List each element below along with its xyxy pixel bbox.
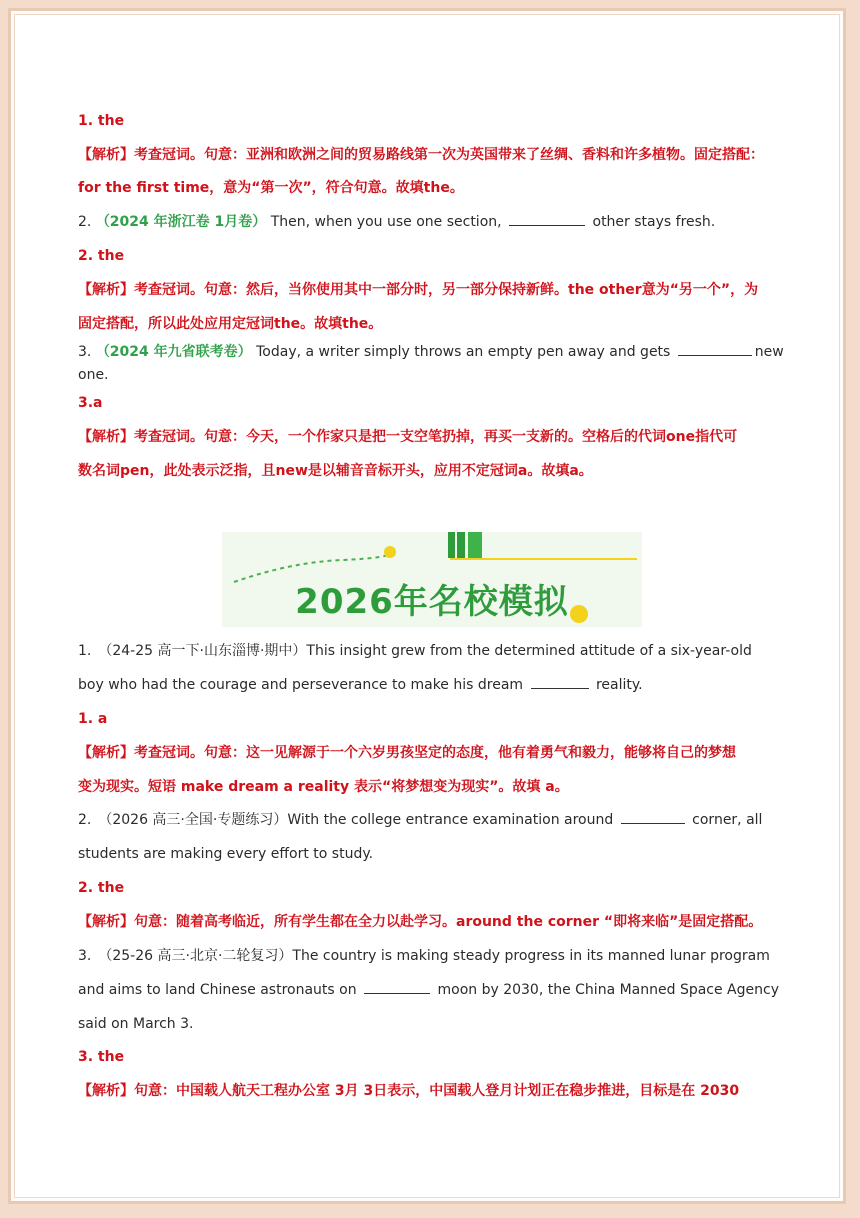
question-3 — [78, 341, 784, 363]
mock-explanation-1-line2: 变为现实。短语 make dream a reality 表示“将梦想变为现实”。故填 a。 — [78, 779, 569, 795]
question-3-line2: one. — [78, 367, 109, 383]
mock-question-1-line1: 1. （24-25 高一下·山东淄博·期中）This insight grew from the determined attitude of a six-year-old — [78, 643, 752, 659]
question-text: other stays fresh. — [592, 214, 716, 230]
banner-title: 2026年名校模拟 — [295, 582, 569, 622]
question-text: corner, all — [692, 812, 763, 828]
question-2 — [78, 211, 715, 233]
explanation-1-line1: 【解析】考查冠词。句意：亚洲和欧洲之间的贸易路线第一次为英国带来了丝绸、香料和许多植物。固定搭配： — [78, 147, 764, 163]
section-banner — [222, 532, 642, 627]
mock-question-3-line1: 3. （25-26 高三·北京·二轮复习）The country is making steady progress in its manned lunar program — [78, 948, 770, 964]
question-source: （2024 年浙江卷 1月卷） — [95, 214, 267, 230]
mock-answer-3: 3. the — [78, 1049, 125, 1065]
answer-1: 1. the — [78, 113, 125, 129]
explanation-1-line2: for the first time，意为“第一次”，符合句意。故填the。 — [78, 180, 464, 196]
explanation-2-line1: 【解析】考查冠词。句意：然后，当你使用其中一部分时，另一部分保持新鲜。the other意为“另一个”，为 — [78, 282, 759, 298]
answer-3: 3.a — [78, 395, 103, 411]
mock-question-2-line1 — [78, 809, 762, 831]
question-text: Then, when you use one section, — [270, 214, 502, 230]
mock-question-2-line2: students are making every effort to study. — [78, 846, 374, 862]
question-text: 2. （2026 高三·全国·专题练习）With the college entrance examination around — [78, 812, 614, 828]
yellow-dot-icon — [384, 546, 396, 558]
answer-blank — [621, 809, 685, 824]
answer-blank — [531, 674, 589, 689]
mock-question-1-line2 — [78, 674, 643, 696]
question-source: （2024 年九省联考卷） — [95, 344, 252, 360]
book-icon — [448, 532, 455, 558]
question-number: 2. — [78, 214, 92, 230]
question-text: boy who had the courage and perseverance to make his dream — [78, 677, 524, 693]
answer-blank — [509, 211, 585, 226]
mock-question-3-line3: said on March 3. — [78, 1016, 194, 1032]
explanation-2-line2: 固定搭配，所以此处应用定冠词the。故填the。 — [78, 316, 383, 332]
explanation-3-line1: 【解析】考查冠词。句意：今天，一个作家只是把一支空笔扔掉，再买一支新的。空格后的代词one指代可 — [78, 429, 738, 445]
mock-answer-1: 1. a — [78, 711, 108, 727]
mock-answer-2: 2. the — [78, 880, 125, 896]
question-text: reality. — [595, 677, 643, 693]
answer-blank — [678, 341, 752, 356]
answer-2: 2. the — [78, 248, 125, 264]
question-text: moon by 2030, the China Manned Space Agency — [437, 982, 779, 998]
mock-explanation-2: 【解析】句意：随着高考临近，所有学生都在全力以赴学习。around the corner “即将来临”是固定搭配。 — [78, 914, 763, 930]
question-number: 3. — [78, 344, 92, 360]
question-text: and aims to land Chinese astronauts on — [78, 982, 357, 998]
answer-blank — [364, 979, 430, 994]
question-text: new — [754, 344, 784, 360]
question-text: Today, a writer simply throws an empty pen away and gets — [256, 344, 671, 360]
mock-question-3-line2 — [78, 979, 779, 1001]
explanation-3-line2: 数名词pen，此处表示泛指，且new是以辅音音标开头，应用不定冠词a。故填a。 — [78, 463, 593, 479]
mock-explanation-1-line1: 【解析】考查冠词。句意：这一见解源于一个六岁男孩坚定的态度，他有着勇气和毅力，能够将自己的梦想 — [78, 745, 736, 761]
mock-explanation-3: 【解析】句意：中国载人航天工程办公室 3月 3日表示，中国载人登月计划正在稳步推进，目标是在 2030 — [78, 1083, 740, 1099]
